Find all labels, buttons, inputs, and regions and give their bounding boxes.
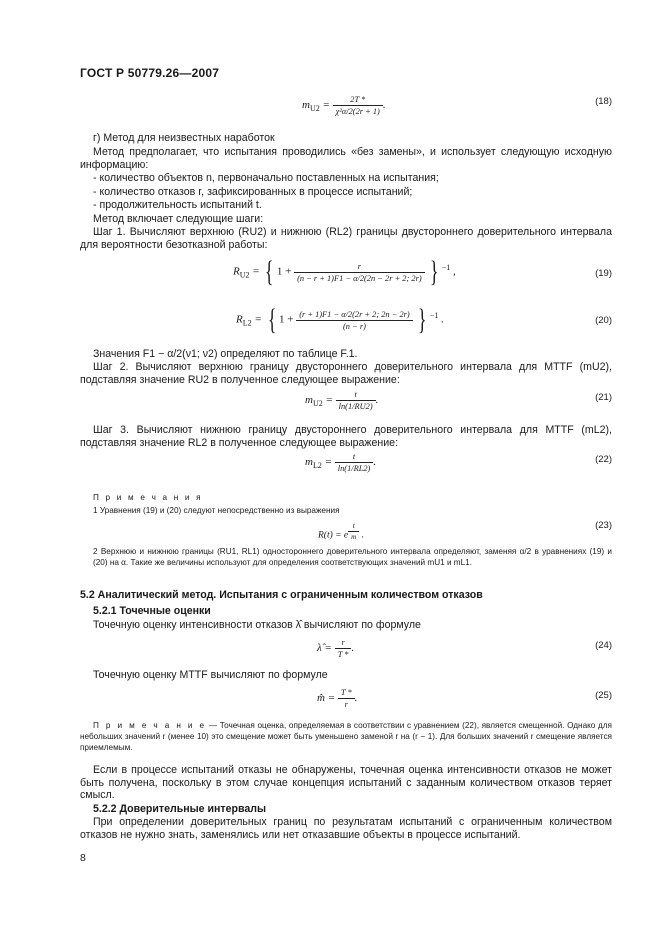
paragraph: Шаг 2. Вычисляют верхнюю границу двустороннего доверительного интервала для MTTF (mU2), подставляя значение RU2 в полученное следующее выражение: [80, 361, 612, 386]
paragraph: Если в процессе испытаний отказы не обнаружены, точечная оценка интенсивности отказов не может быть получена, поскольку в этом случае концепция испытаний с заданным количеством отказов теряет смысл. [80, 764, 612, 801]
equation-number: (23) [595, 520, 612, 531]
section-5-2-1-title: 5.2.1 Точечные оценки [93, 605, 211, 617]
section-5-2-2-title: 5.2.2 Доверительные интервалы [93, 803, 267, 815]
equation-20: $R_{L2}$ = { 1 + $\frac{(r + 1)F1 - \alpha/2(2r + 2; 2n - 2r)}{(n - r)}$ } $^{-1}$ . [236, 303, 444, 336]
equation-number: (19) [595, 268, 612, 279]
equation-24: λ̂ = $\frac{r}{T *}$ . [317, 638, 355, 659]
list-item: - количество объектов n, первоначально поставленных на испытания; [93, 172, 439, 184]
paragraph: Шаг 3. Вычисляют нижнюю границу двустороннего доверительного интервала для MTTF (mL2), подставляя значение RL2 в полученное следующее выражение: [80, 424, 612, 449]
equation-number: (20) [595, 315, 612, 326]
equation-number: (24) [595, 640, 612, 651]
equation-18: $m_{U2}$ = $\frac{2T *}{\text{χ²α/2(2r + 1)}}$ . [302, 95, 386, 116]
paragraph: Шаг 1. Вычисляют верхнюю (RU2) и нижнюю (RL2) границы двустороннего доверительного интервала для вероятности безотказной работы: [80, 226, 612, 251]
paragraph: Метод предполагает, что испытания проводились «без замены», и использует следующую исходную информацию: [80, 146, 612, 171]
equation-21: $m_{U2}$ = $\frac{t}{\ln(1/RU2)}$ . [305, 390, 379, 411]
note-2: 2 Верхнюю и нижнюю границы (RU1, RL1) одностороннего доверительного интервала определяют, заменяя α/2 в уравнениях (19) и (20) на α. Такие же величины используют для определения соответствующих значений mU1 и mL1. [93, 547, 612, 567]
equation-number: (21) [595, 392, 612, 403]
equation-19: $R_{U2}$ = { 1 + $\frac{r}{(n - r + 1)F1 - \alpha/2(2n - 2r + 2; 2r)}$ } $^{-1}$ , [233, 255, 456, 288]
notes-title: П р и м е ч а н и я [93, 493, 203, 502]
section-5-2-title: 5.2 Аналитический метод. Испытания с ограниченным количеством отказов [80, 589, 483, 601]
document-header: ГОСТ Р 50779.26—2007 [80, 66, 220, 80]
paragraph: Значения F1 − α/2(ν1; ν2) определяют по таблице F.1. [93, 348, 358, 360]
equation-number: (18) [595, 96, 612, 107]
paragraph: Точечную оценку MTTF вычисляют по формуле [93, 669, 328, 681]
page-number: 8 [80, 852, 86, 864]
paragraph: Метод включает следующие шаги: [93, 213, 264, 225]
method-g-title: г) Метод для неизвестных наработок [93, 132, 275, 144]
note-3: П р и м е ч а н и е — Точечная оценка, определяемая в соответствии с уравнением (22), является смещенной. Однако для небольших значений r (менее 10) это смещение может быть уменьшено заменой r на (r − 1). Для больших значений r смещение является приемлемым. [80, 721, 612, 752]
list-item: - продолжительность испытаний t. [93, 199, 262, 211]
note-1: 1 Уравнения (19) и (20) следуют непосредственно из выражения [93, 506, 340, 515]
list-item: - количество отказов r, зафиксированных в процессе испытаний; [93, 186, 413, 198]
equation-number: (22) [595, 454, 612, 465]
equation-22: $m_{L2}$ = $\frac{t}{\ln(1/RL2)}$ . [305, 452, 377, 473]
paragraph: Точечную оценку интенсивности отказов λ̂ вычисляют по формуле [93, 619, 421, 631]
equation-number: (25) [595, 690, 612, 701]
equation-23: R(t) = e $^{\frac{t}{m}}$ . [318, 522, 364, 541]
equation-25: m̂ = $\frac{T *}{r}$ . [317, 688, 358, 709]
paragraph: При определении доверительных границ по результатам испытаний с ограниченным количеством отказов не нужно знать, заменялись или нет отказавшие объекты в процессе испытаний. [80, 816, 612, 841]
